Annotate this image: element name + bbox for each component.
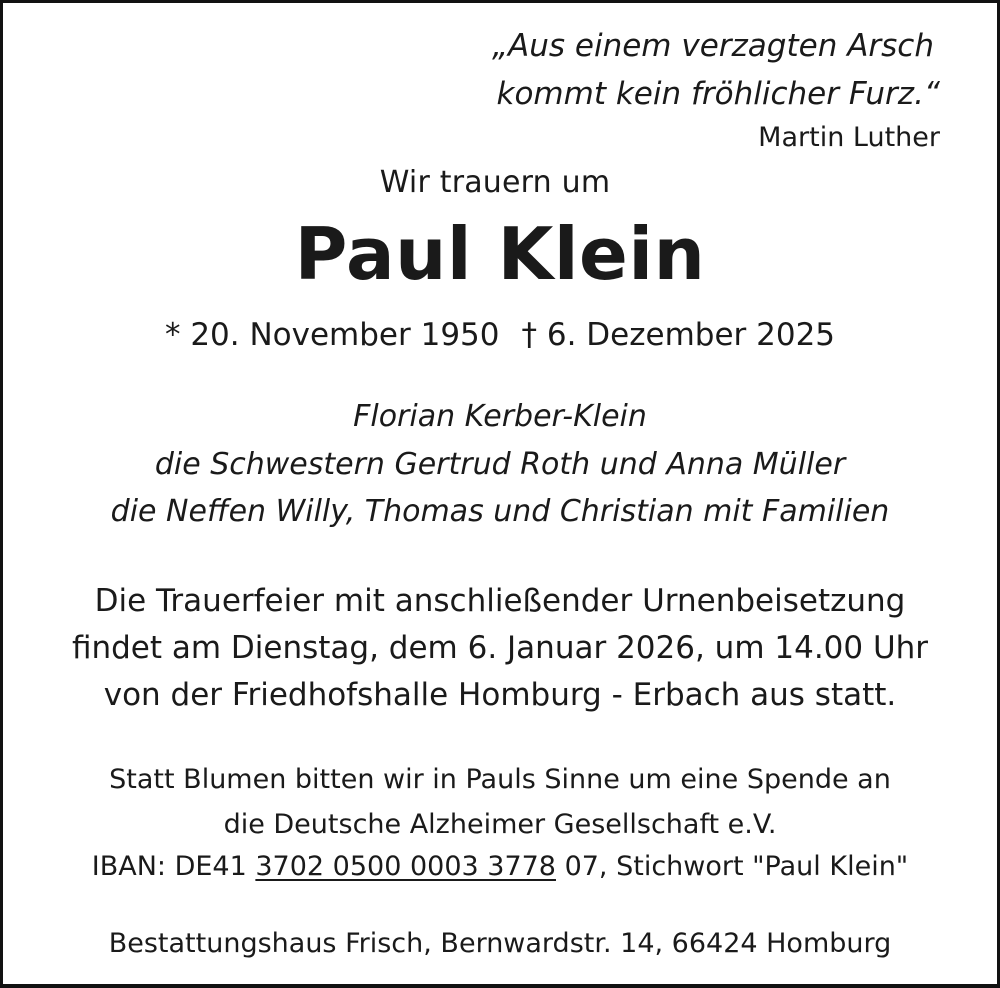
mourning-intro: Wir trauern um	[379, 165, 611, 200]
birth-date: * 20. November 1950	[164, 317, 500, 353]
quote-line-1: „Aus einem verzagten Arsch	[491, 28, 934, 64]
quote-author: Martin Luther	[758, 122, 940, 153]
iban-line	[0, 853, 1000, 880]
life-dates	[0, 317, 1000, 353]
family-line: die Schwestern Gertrud Roth und Anna Müller	[154, 447, 846, 482]
iban-suffix: 07, Stichwort "Paul Klein"	[555, 851, 909, 882]
iban-number-link[interactable]: 3702 0500 0003 3778	[255, 851, 556, 882]
donation-line: Statt Blumen bitten wir in Pauls Sinne um eine Spende an	[109, 764, 891, 795]
ceremony-line: findet am Dienstag, dem 6. Januar 2026, um 14.00 Uhr	[71, 630, 929, 666]
quote-line-2: kommt kein fröhlicher Furz.“	[496, 76, 940, 112]
ceremony-line: von der Friedhofshalle Homburg - Erbach aus statt.	[103, 677, 897, 713]
iban-prefix: IBAN: DE41	[91, 851, 256, 882]
deceased-name: Paul Klein	[294, 212, 706, 296]
funeral-home: Bestattungshaus Frisch, Bernwardstr. 14, 66424 Homburg	[108, 928, 892, 959]
donation-line: die Deutsche Alzheimer Gesellschaft e.V.	[223, 809, 777, 840]
ceremony-line: Die Trauerfeier mit anschließender Urnenbeisetzung	[94, 583, 906, 619]
family-line: die Neffen Willy, Thomas und Christian mit Familien	[110, 494, 890, 529]
family-line: Florian Kerber-Klein	[353, 399, 647, 434]
death-date: † 6. Dezember 2025	[521, 317, 836, 353]
